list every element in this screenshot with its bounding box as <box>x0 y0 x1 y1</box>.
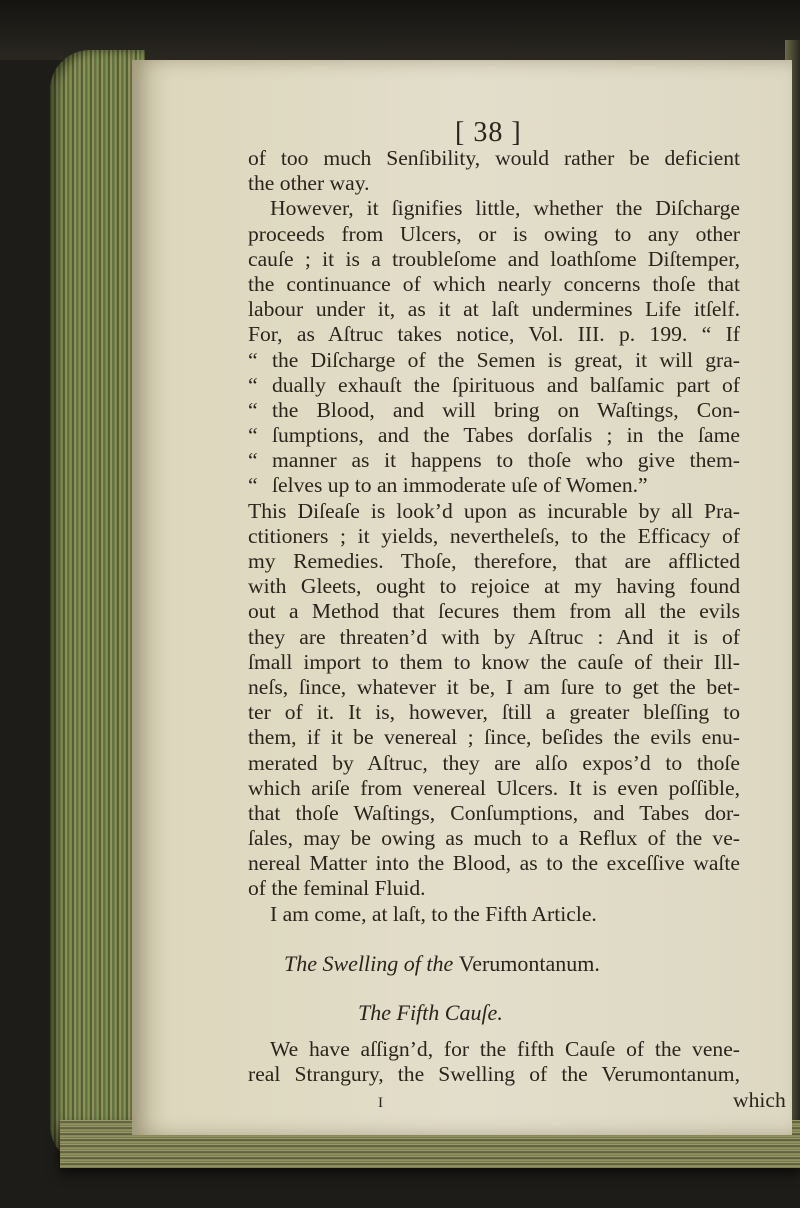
text-line: neſs, ſince, whatever it be, I am ſure to get the bet- <box>248 674 740 699</box>
text-line: them, if it be venereal ; ſince, beſides the evils enu- <box>248 725 740 750</box>
signature-mark: I <box>378 1094 383 1111</box>
text-line: my Remedies. Thoſe, therefore, that are afflicted <box>248 549 740 573</box>
book-fore-edge <box>50 50 145 1165</box>
page-footer <box>248 1087 786 1113</box>
text-line: they are threaten’d with by Aſtruc : And it is of <box>248 624 740 649</box>
text-line: that thoſe Waſtings, Conſumptions, and Tabes dor- <box>248 800 740 825</box>
quoted-line: “ dually exhauſt the ſpirituous and balſamic part of <box>248 372 740 397</box>
text-line: ſmall import to them to know the cauſe of their Ill- <box>248 649 740 674</box>
text-line: which ariſe from venereal Ulcers. It is even poſſible, <box>248 775 740 800</box>
text-line: However, it ſignifies little, whether the Diſcharge <box>270 196 740 221</box>
text-line: of the feminal Fluid. <box>248 876 426 901</box>
text-line: I am come, at laſt, to the Fifth Article. <box>270 901 597 926</box>
text-line: cauſe ; it is a troubleſome and loathſome Diſtemper, <box>248 246 740 271</box>
text-line: ſales, may be owing as much to a Reflux of the ve- <box>248 826 740 851</box>
text-line: out a Method that ſecures them from all the evils <box>248 599 740 624</box>
text-line: of too much Senſibility, would rather be deficient <box>248 146 740 170</box>
text-line: ctitioners ; it yields, nevertheleſs, to the Efficacy of <box>248 523 740 548</box>
text-line: merated by Aſtruc, they are alſo expos’d to thoſe <box>248 750 740 775</box>
text-line: This Diſeaſe is look’d upon as incurable by all Pra- <box>248 498 740 523</box>
text-line: with Gleets, ought to rejoice at my having found <box>248 574 740 599</box>
text-line: real Strangury, the Swelling of the Verumontanum, <box>248 1062 740 1087</box>
quoted-line: “ ſumptions, and the Tabes dorſalis ; in the ſame <box>248 423 740 448</box>
page-text <box>248 146 786 1113</box>
quoted-line: “ ſelves up to an immoderate uſe of Women.” <box>248 473 648 498</box>
section-subheading: The Fifth Cauſe. <box>358 1000 503 1025</box>
page-number: [ 38 ] <box>455 117 522 148</box>
text-line: the other way. <box>248 171 370 196</box>
quoted-line: “ manner as it happens to thoſe who give them- <box>248 448 740 473</box>
text-line: For, as Aſtruc takes notice, Vol. III. p. 199. “ If <box>248 322 740 347</box>
text-line: nereal Matter into the Blood, as to the exceſſive waſte <box>248 851 740 876</box>
text-line: proceeds from Ulcers, or is owing to any other <box>248 221 740 246</box>
text-line: the continuance of which nearly concerns thoſe that <box>248 271 740 296</box>
section-heading: The Swelling of the Verumontanum. <box>284 950 600 976</box>
text-line: ter of it. It is, however, ſtill a greater bleſſing to <box>248 700 740 725</box>
quote-mark: “ <box>248 347 258 372</box>
catchword: which <box>733 1087 786 1112</box>
text-line: We have aſſign’d, for the fifth Cauſe of the vene- <box>270 1037 740 1062</box>
quoted-line: “ the Diſcharge of the Semen is great, it will gra- <box>248 347 740 372</box>
quoted-line: “ the Blood, and will bring on Waſtings, Con- <box>248 397 740 422</box>
text-line: labour under it, as it at laſt undermines Life itſelf. <box>248 297 740 322</box>
